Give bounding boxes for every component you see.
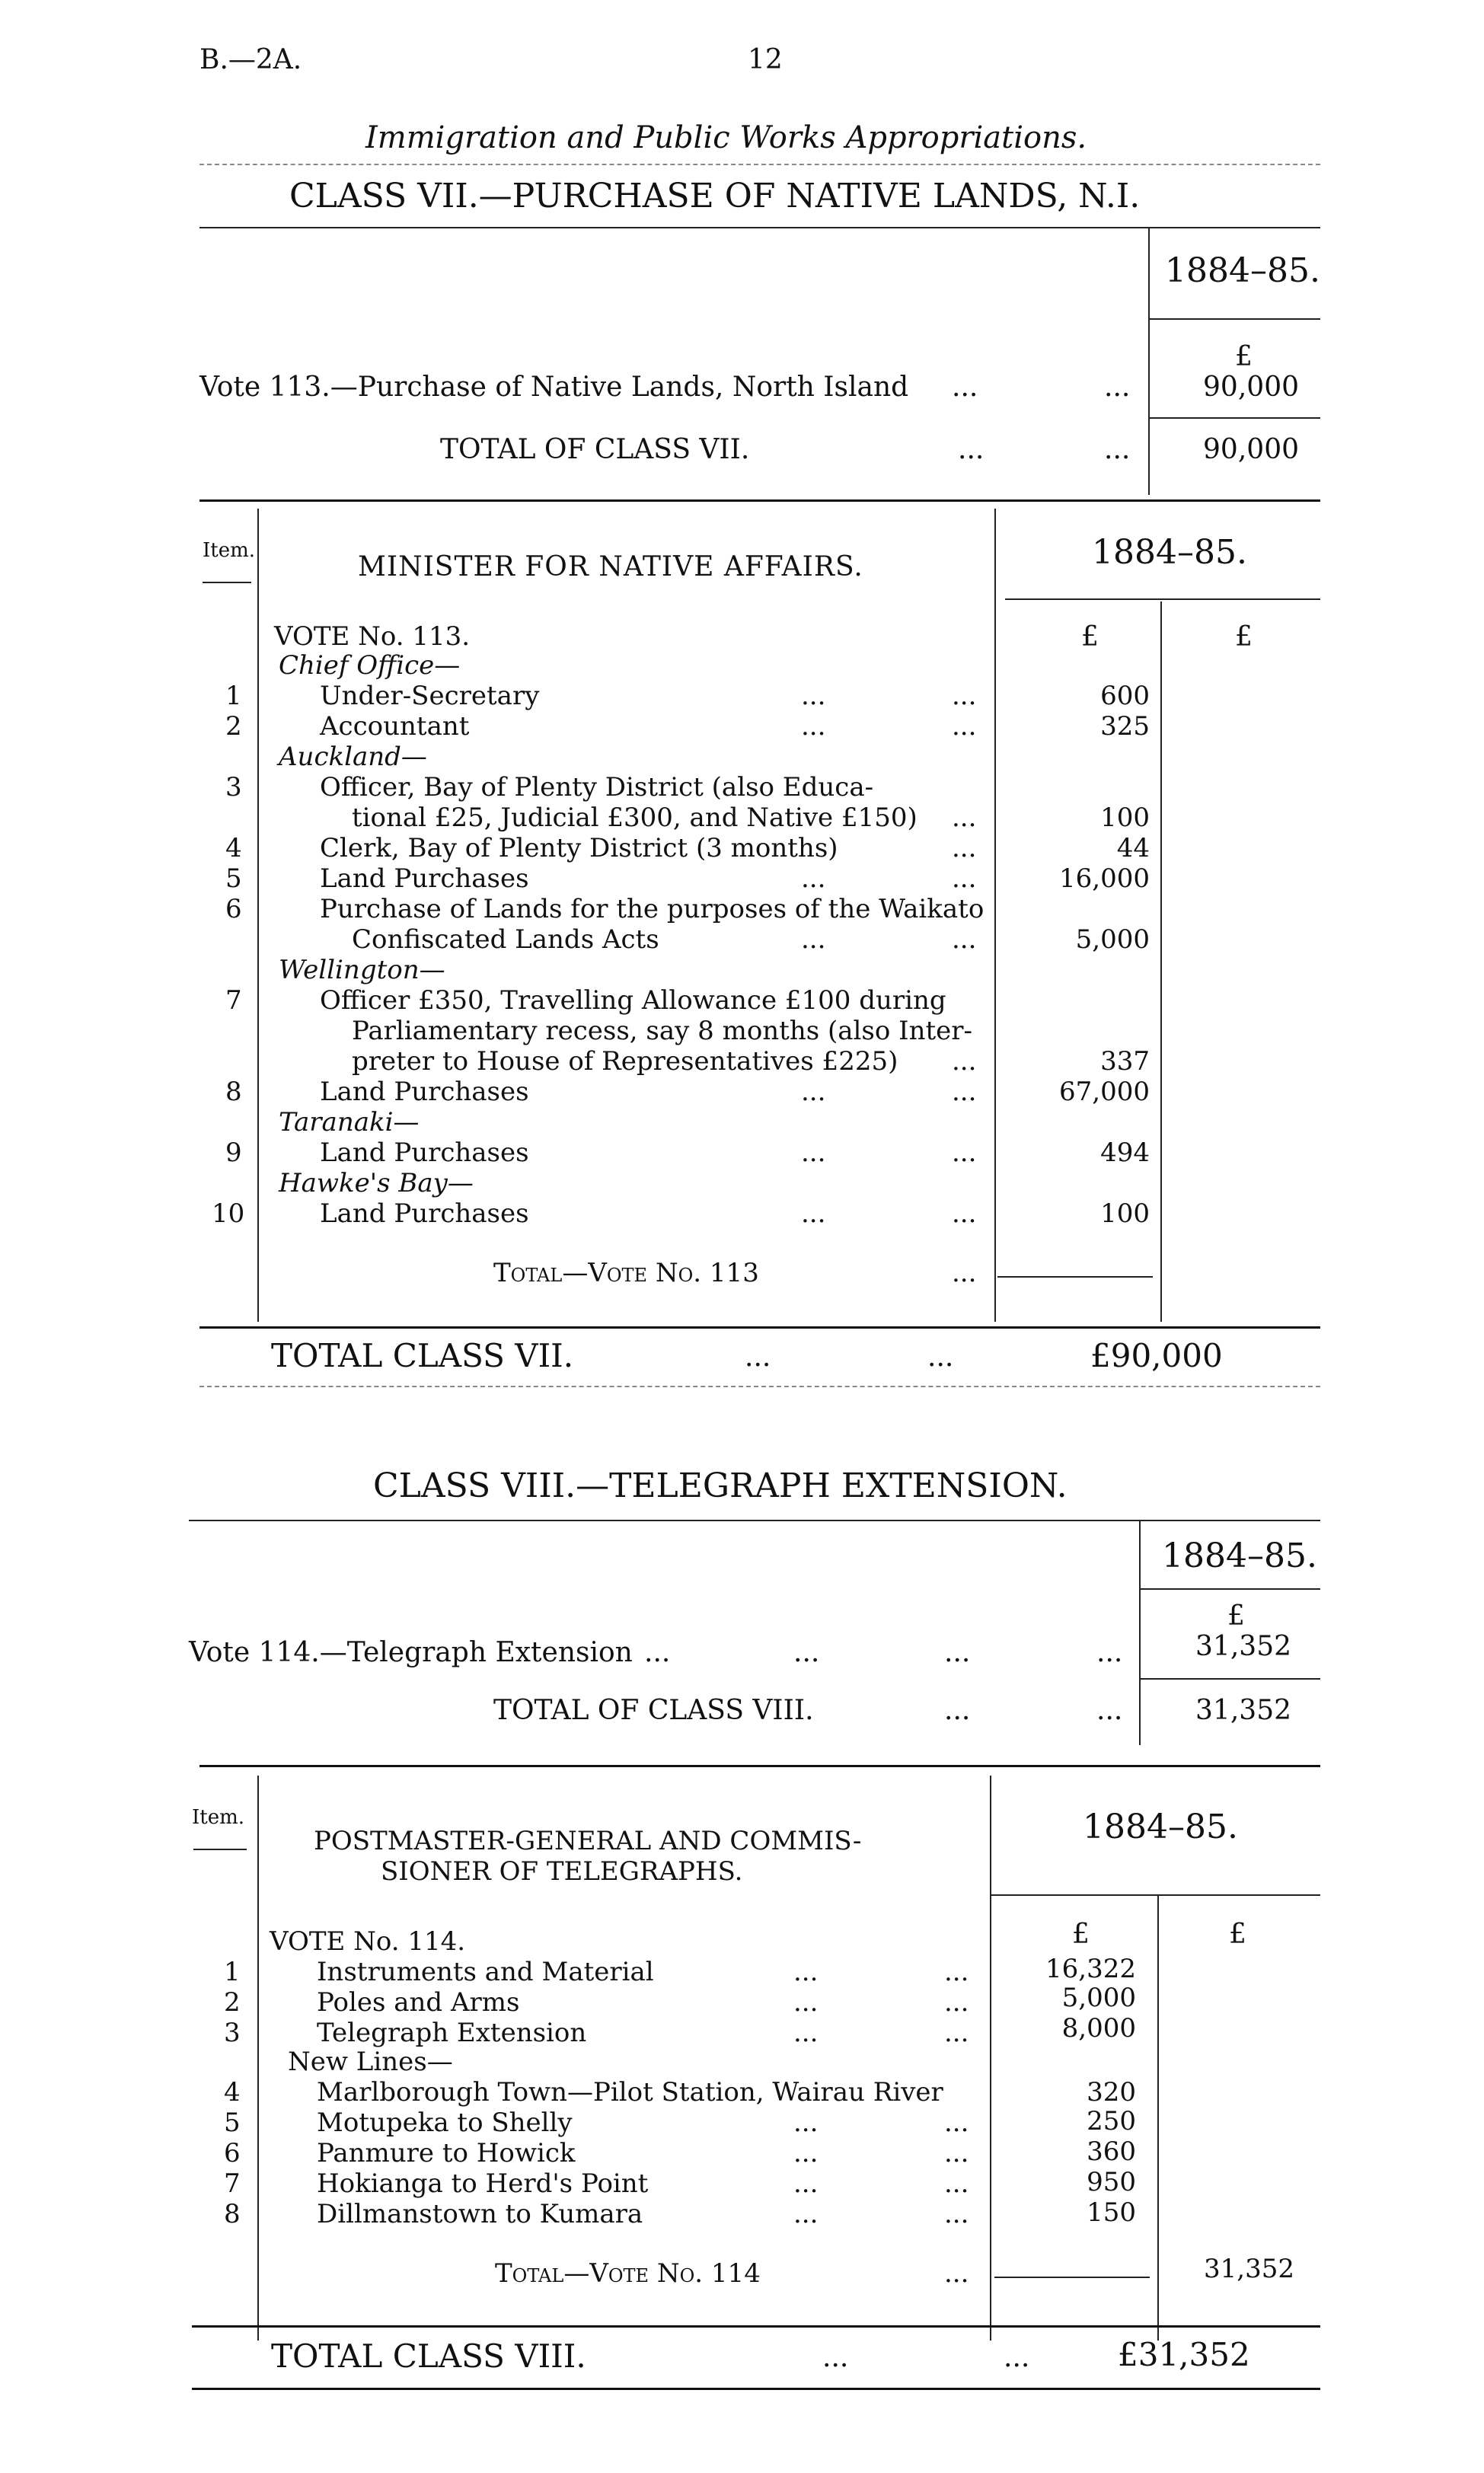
- class8-year: 1884–85.: [1162, 1536, 1317, 1575]
- section-label: Hawke's Bay—: [279, 1168, 474, 1198]
- section-label: Auckland—: [279, 742, 427, 772]
- class7-total-amount: 90,000: [1203, 434, 1299, 465]
- item-label: Clerk, Bay of Plenty District (3 months): [320, 833, 838, 863]
- column-divider: [990, 1776, 991, 2341]
- item-number: 1: [224, 1957, 241, 1987]
- item-number: 4: [225, 833, 242, 863]
- item-number: 10: [212, 1198, 245, 1229]
- leader-dots: ...: [801, 711, 826, 742]
- leader-dots: ...: [952, 1138, 977, 1168]
- leader-dots: ...: [793, 1637, 820, 1668]
- leader-dots: ...: [793, 2108, 819, 2138]
- item-label: Panmure to Howick: [317, 2138, 576, 2168]
- item-number: 5: [225, 863, 242, 894]
- leader-dots: ...: [801, 924, 826, 955]
- class8-title: CLASS VIII.—TELEGRAPH EXTENSION.: [373, 1466, 1068, 1505]
- class8-grand-total-amount: £31,352: [1118, 2336, 1250, 2373]
- item-number: 2: [225, 711, 242, 742]
- leader-dots: ...: [944, 2199, 969, 2229]
- detail-year: 1884–85.: [1083, 1808, 1238, 1846]
- class8-vote-amount: 31,352: [1195, 1631, 1291, 1662]
- item-label: Poles and Arms: [317, 1987, 520, 2018]
- leader-dots: ...: [944, 2108, 969, 2138]
- leader-dots: ...: [793, 1987, 819, 2018]
- leader-dots: ...: [952, 1046, 977, 1077]
- item-amount: 360: [1087, 2136, 1136, 2167]
- divider: [1005, 598, 1320, 600]
- document-code: B.—2A.: [199, 44, 302, 75]
- leader-dots: ...: [793, 2018, 819, 2048]
- currency-symbol: £: [1235, 341, 1253, 372]
- leader-dots: ...: [801, 1077, 826, 1107]
- section-label: Chief Office—: [279, 650, 461, 681]
- item-amount: 5,000: [1061, 1983, 1136, 2013]
- leader-dots: ...: [952, 833, 977, 863]
- divider: [199, 499, 1320, 502]
- item-number: 4: [224, 2077, 241, 2108]
- class7-year: 1884–85.: [1165, 251, 1320, 290]
- leader-dots: ...: [801, 1138, 826, 1168]
- divider: [990, 1894, 1320, 1896]
- leader-dots: ...: [927, 1342, 954, 1373]
- leader-dots: ...: [793, 1957, 819, 1987]
- item-label: Instruments and Material: [317, 1957, 654, 1987]
- item-label: Marlborough Town—Pilot Station, Wairau River: [317, 2077, 943, 2108]
- leader-dots: ...: [793, 2138, 819, 2168]
- leader-dots: ...: [793, 2168, 819, 2199]
- item-number: 3: [224, 2018, 241, 2048]
- class7-grand-total-label: TOTAL CLASS VII.: [271, 1337, 574, 1374]
- leader-dots: ...: [952, 681, 977, 711]
- item-label: Officer, Bay of Plenty District (also Educa-: [320, 772, 874, 803]
- item-label-continued: Parliamentary recess, say 8 months (also Inter-: [352, 1016, 972, 1046]
- item-amount: 16,000: [1059, 863, 1150, 894]
- class7-title: CLASS VII.—PURCHASE OF NATIVE LANDS, N.I.: [289, 177, 1141, 215]
- divider: [1139, 1678, 1320, 1680]
- item-amount: 325: [1100, 711, 1150, 742]
- item-amount: 67,000: [1059, 1077, 1150, 1107]
- leader-dots: ...: [952, 711, 977, 742]
- divider: [199, 1326, 1320, 1329]
- divider: [1139, 1588, 1320, 1590]
- item-amount: 337: [1100, 1046, 1150, 1077]
- item-label: Hokianga to Herd's Point: [317, 2168, 649, 2199]
- column-divider: [1148, 227, 1150, 495]
- leader-dots: ...: [1096, 1695, 1123, 1726]
- currency-symbol: £: [1081, 621, 1099, 653]
- leader-dots: ...: [944, 1987, 969, 2018]
- item-label-continued: preter to House of Representatives £225): [352, 1046, 898, 1077]
- class7-vote-amount: 90,000: [1203, 372, 1299, 403]
- leader-dots: ...: [952, 1077, 977, 1107]
- class8-total-label: TOTAL OF CLASS VIII.: [493, 1695, 814, 1726]
- divider: [1148, 417, 1320, 419]
- item-amount: 494: [1100, 1138, 1150, 1168]
- vote-total-label: Total—Vote No. 113: [493, 1258, 759, 1288]
- currency-symbol: £: [1235, 621, 1253, 653]
- leader-dots: ...: [801, 681, 826, 711]
- leader-dots: ...: [952, 1258, 977, 1288]
- divider: [192, 2325, 1320, 2328]
- divider: [192, 2388, 1320, 2390]
- leader-dots: ...: [1104, 372, 1131, 403]
- column-divider: [257, 1776, 259, 2341]
- item-label: Motupeka to Shelly: [317, 2108, 573, 2138]
- vote-total-label: Total—Vote No. 114: [495, 2258, 761, 2289]
- column-divider: [994, 509, 996, 1322]
- leader-dots: ...: [944, 2018, 969, 2048]
- subtotal-rule: [997, 1276, 1153, 1278]
- item-amount: 950: [1087, 2167, 1136, 2197]
- leader-dots: ...: [745, 1342, 771, 1373]
- vote-total-amount: 31,352: [1204, 2254, 1294, 2284]
- item-amount: 600: [1100, 681, 1150, 711]
- vote-number: VOTE No. 113.: [274, 621, 471, 652]
- divider: [203, 582, 251, 583]
- class8-vote-line: Vote 114.—Telegraph Extension: [189, 1637, 633, 1668]
- leader-dots: ...: [801, 1198, 826, 1229]
- leader-dots: ...: [944, 1695, 971, 1726]
- leader-dots: ...: [1004, 2342, 1030, 2373]
- leader-dots: ...: [952, 924, 977, 955]
- item-number: 2: [224, 1987, 241, 2018]
- item-amount: 8,000: [1061, 2013, 1136, 2044]
- item-number: 8: [225, 1077, 242, 1107]
- leader-dots: ...: [944, 1957, 969, 1987]
- postmaster-heading-line1: POSTMASTER-GENERAL AND COMMIS-: [314, 1826, 862, 1856]
- item-label: Land Purchases: [320, 1198, 529, 1229]
- item-number: 1: [225, 681, 242, 711]
- divider: [199, 164, 1320, 165]
- divider: [189, 1520, 1320, 1521]
- section-label: Wellington—: [279, 955, 445, 985]
- divider: [199, 1386, 1320, 1387]
- item-label: Land Purchases: [320, 1077, 529, 1107]
- divider: [199, 1765, 1320, 1767]
- column-divider: [1157, 1896, 1159, 2341]
- leader-dots: ...: [801, 863, 826, 894]
- minister-heading: MINISTER FOR NATIVE AFFAIRS.: [358, 551, 863, 582]
- leader-dots: ...: [944, 2258, 969, 2289]
- column-divider: [1139, 1520, 1141, 1745]
- item-amount: 320: [1087, 2077, 1136, 2108]
- leader-dots: ...: [793, 2199, 819, 2229]
- currency-symbol: £: [1229, 1919, 1246, 1950]
- divider: [199, 227, 1320, 228]
- item-number: 8: [224, 2199, 241, 2229]
- class8-total-amount: 31,352: [1195, 1695, 1291, 1726]
- item-label: Land Purchases: [320, 863, 529, 894]
- leader-dots: ...: [1104, 434, 1131, 465]
- item-amount: 16,322: [1045, 1954, 1136, 1984]
- class8-grand-total-label: TOTAL CLASS VIII.: [271, 2337, 586, 2375]
- item-label: Land Purchases: [320, 1138, 529, 1168]
- class7-grand-total-amount: £90,000: [1090, 1337, 1223, 1374]
- item-label-continued: Confiscated Lands Acts: [352, 924, 659, 955]
- item-label: Purchase of Lands for the purposes of the Waikato: [320, 894, 985, 924]
- item-header: Item.: [192, 1806, 245, 1829]
- currency-symbol: £: [1072, 1919, 1090, 1950]
- class7-vote-line: Vote 113.—Purchase of Native Lands, North Island: [199, 372, 909, 403]
- postmaster-heading-line2: SIONER OF TELEGRAPHS.: [381, 1856, 743, 1887]
- item-amount: 150: [1087, 2197, 1136, 2228]
- item-label: Dillmanstown to Kumara: [317, 2199, 643, 2229]
- section-label: Taranaki—: [279, 1107, 420, 1138]
- leader-dots: ...: [944, 2168, 969, 2199]
- vote-number: VOTE No. 114.: [270, 1926, 466, 1957]
- subtotal-rule: [994, 2277, 1150, 2278]
- detail-year: 1884–85.: [1092, 533, 1247, 572]
- item-amount: 5,000: [1075, 924, 1150, 955]
- column-divider: [257, 509, 259, 1322]
- item-label: Telegraph Extension: [317, 2018, 587, 2048]
- item-number: 7: [224, 2168, 241, 2199]
- leader-dots: ...: [958, 434, 985, 465]
- leader-dots: ...: [952, 1198, 977, 1229]
- leader-dots: ...: [944, 1637, 971, 1668]
- item-number: 5: [224, 2108, 241, 2138]
- item-number: 9: [225, 1138, 242, 1168]
- leader-dots: ...: [644, 1637, 671, 1668]
- item-label-continued: tional £25, Judicial £300, and Native £150): [352, 803, 918, 833]
- item-number: 6: [224, 2138, 241, 2168]
- column-divider: [1160, 601, 1162, 1322]
- leader-dots: ...: [822, 2342, 849, 2373]
- item-amount: 44: [1116, 833, 1150, 863]
- item-label: Officer £350, Travelling Allowance £100 during: [320, 985, 946, 1016]
- currency-symbol: £: [1227, 1600, 1245, 1632]
- item-amount: 250: [1087, 2106, 1136, 2136]
- divider: [193, 1849, 247, 1850]
- item-label: Under-Secretary: [320, 681, 540, 711]
- item-label: Accountant: [320, 711, 470, 742]
- leader-dots: ...: [952, 863, 977, 894]
- item-number: 6: [225, 894, 242, 924]
- page-subtitle: Immigration and Public Works Appropriations.: [365, 120, 1087, 155]
- item-amount: 100: [1100, 1198, 1150, 1229]
- leader-dots: ...: [952, 372, 978, 403]
- item-number: 3: [225, 772, 242, 803]
- section-label: New Lines—: [288, 2047, 453, 2077]
- leader-dots: ...: [1096, 1637, 1123, 1668]
- item-number: 7: [225, 985, 242, 1016]
- class7-total-label: TOTAL OF CLASS VII.: [440, 434, 750, 465]
- item-amount: 100: [1100, 803, 1150, 833]
- divider: [1148, 318, 1320, 320]
- leader-dots: ...: [944, 2138, 969, 2168]
- item-header: Item.: [203, 539, 256, 562]
- page-number: 12: [748, 44, 783, 75]
- leader-dots: ...: [952, 803, 977, 833]
